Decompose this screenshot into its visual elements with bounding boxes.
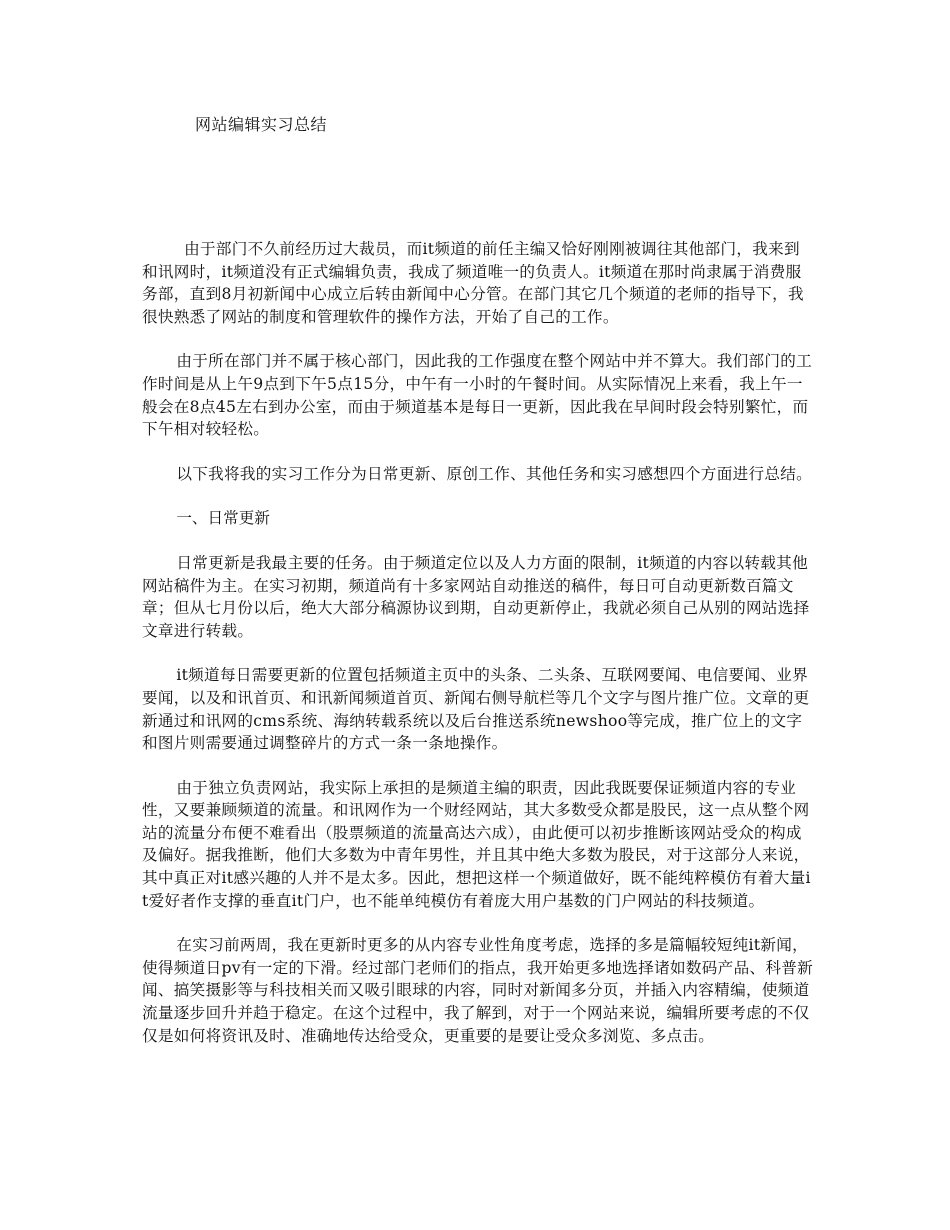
paragraph-daily-update-main: 日常更新是我最主要的任务。由于频道定位以及人力方面的限制，it频道的内容以转载其他网站稿件为主。在实习初期，频道尚有十多家网站自动推送的稿件，每日可自动更新数百篇文章；但从七月份以后，绝大大部分稿源协议到期，自动更新停止，我就必须自己从别的网站选择文章进行转载。 bbox=[142, 553, 810, 640]
paragraph-audience-analysis: 由于独立负责网站，我实际上承担的是频道主编的职责，因此我既要保证频道内容的专业性，又要兼顾频道的流量。和讯网作为一个财经网站，其大多数受众都是股民，这一点从整个网站的流量分布便不难看出（股票频道的流量高达六成），由此便可以初步推断该网站受众的构成及偏好。据我推断，他们大多数为中青年男性，并且其中绝大多数为股民，对于这部分人来说，其中真正对it感兴趣的人并不是太多。因此，想把这样一个频道做好，既不能纯粹模仿有着大量it爱好者作支撑的垂直it门户，也不能单纯模仿有着庞大用户基数的门户网站的科技频道。 bbox=[142, 778, 811, 910]
section-heading-daily-update: 一、日常更新 bbox=[176, 509, 270, 528]
paragraph-update-positions: it频道每日需要更新的位置包括频道主页中的头条、二头条、互联网要闻、电信要闻、业界要闻，以及和讯首页、和讯新闻频道首页、新闻右侧导航栏等几个文字与图片推广位。文章的更新通过和讯网的cms系统、海纳转载系统以及后台推送系统newshoo等完成，推广位上的文字和图片则需要通过调整碎片的方式一条一条地操作。 bbox=[142, 666, 810, 753]
paragraph-work-hours: 由于所在部门并不属于核心部门，因此我的工作强度在整个网站中并不算大。我们部门的工作时间是从上午9点到下午5点15分，中午有一小时的午餐时间。从实际情况上来看，我上午一般会在8点45左右到办公室，而由于频道基本是每日一更新，因此我在早间时段会特别繁忙，而下午相对较轻松。 bbox=[142, 352, 813, 439]
paragraph-intro: 由于部门不久前经历过大裁员，而it频道的前任主编又恰好刚刚被调往其他部门，我来到和讯网时，it频道没有正式编辑负责，我成了频道唯一的负责人。it频道在那时尚隶属于消费服务部，直到8月初新闻中心成立后转由新闻中心分管。在部门其它几个频道的老师的指导下，我很快熟悉了网站的制度和管理软件的操作方法，开始了自己的工作。 bbox=[142, 240, 804, 326]
page-title: 网站编辑实习总结 bbox=[195, 115, 328, 134]
document-body bbox=[142, 238, 814, 1069]
paragraph-overview: 以下我将我的实习工作分为日常更新、原创工作、其他任务和实习感想四个方面进行总结。 bbox=[176, 464, 813, 483]
paragraph-traffic-lessons: 在实习前两周，我在更新时更多的从内容专业性角度考虑，选择的多是篇幅较短纯it新闻，使得频道日pv有一定的下滑。经过部门老师们的指点，我开始更多地选择诸如数码产品、科普新闻、搞笑摄影等与科技相关而又吸引眼球的内容，同时对新闻多分页，并插入内容精编，使频道流量逐步回升并趋于稳定。在这个过程中，我了解到，对于一个网站来说，编辑所要考虑的不仅仅是如何将资讯及时、准确地传达给受众，更重要的是要让受众多浏览、多点击。 bbox=[142, 936, 814, 1045]
